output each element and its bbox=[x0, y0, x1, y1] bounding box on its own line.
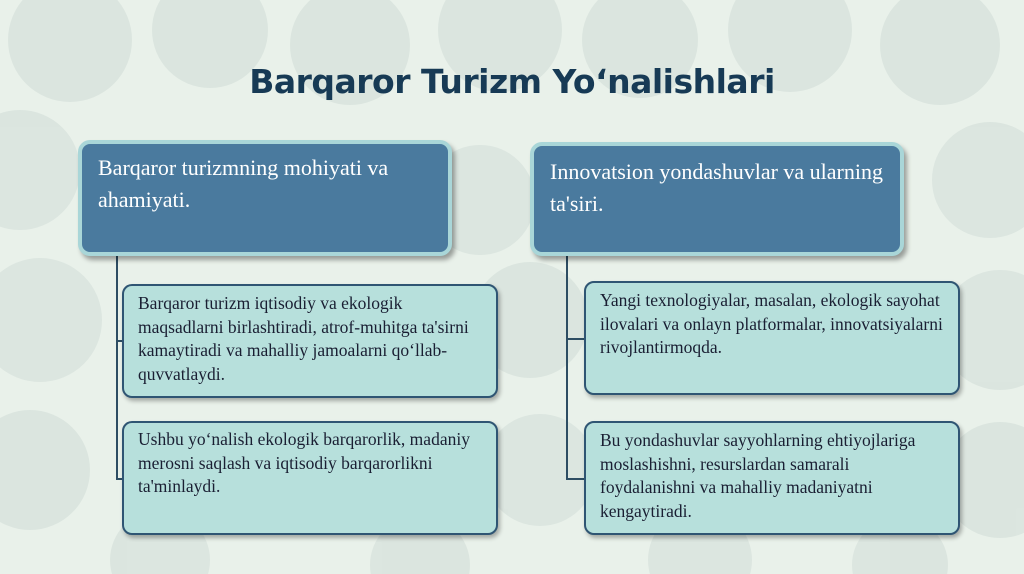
right-detail-text-2: Bu yondashuvlar sayyohlarning ehtiyojlariga moslashishni, resurslardan samarali foydalanishni va mahalliy madaniyatni kengaytiradi. bbox=[600, 430, 916, 521]
right-tree-vertical-line bbox=[566, 256, 568, 480]
right-detail-box-2 bbox=[584, 421, 960, 535]
left-detail-box-1 bbox=[122, 284, 498, 398]
left-header-box bbox=[78, 140, 452, 256]
left-detail-text-2: Ushbu yo‘nalish ekologik barqarorlik, madaniy merosni saqlash va iqtisodiy barqarorlikni ta'minlaydi. bbox=[138, 429, 470, 496]
right-detail-box-1 bbox=[584, 281, 960, 395]
left-detail-box-2 bbox=[122, 421, 498, 535]
right-header-text: Innovatsion yondashuvlar va ularning ta'siri. bbox=[550, 159, 883, 216]
right-header-box bbox=[530, 142, 904, 256]
left-detail-text-1: Barqaror turizm iqtisodiy va ekologik maqsadlarni birlashtiradi, atrof-muhitga ta'sirni kamaytiradi va mahalliy jamoalarni qo‘llab-quvvatlaydi. bbox=[138, 293, 469, 384]
right-tree-branch-1 bbox=[566, 338, 586, 340]
right-detail-text-1: Yangi texnologiyalar, masalan, ekologik sayohat ilovalari va onlayn platformalar, innovatsiyalarni rivojlantirmoqda. bbox=[600, 290, 943, 357]
left-tree-vertical-line bbox=[116, 256, 118, 480]
slide-title: Barqaror Turizm Yo‘nalishlari bbox=[249, 62, 775, 101]
left-header-text: Barqaror turizmning mohiyati va ahamiyati. bbox=[98, 155, 389, 212]
right-tree-branch-2 bbox=[566, 478, 586, 480]
